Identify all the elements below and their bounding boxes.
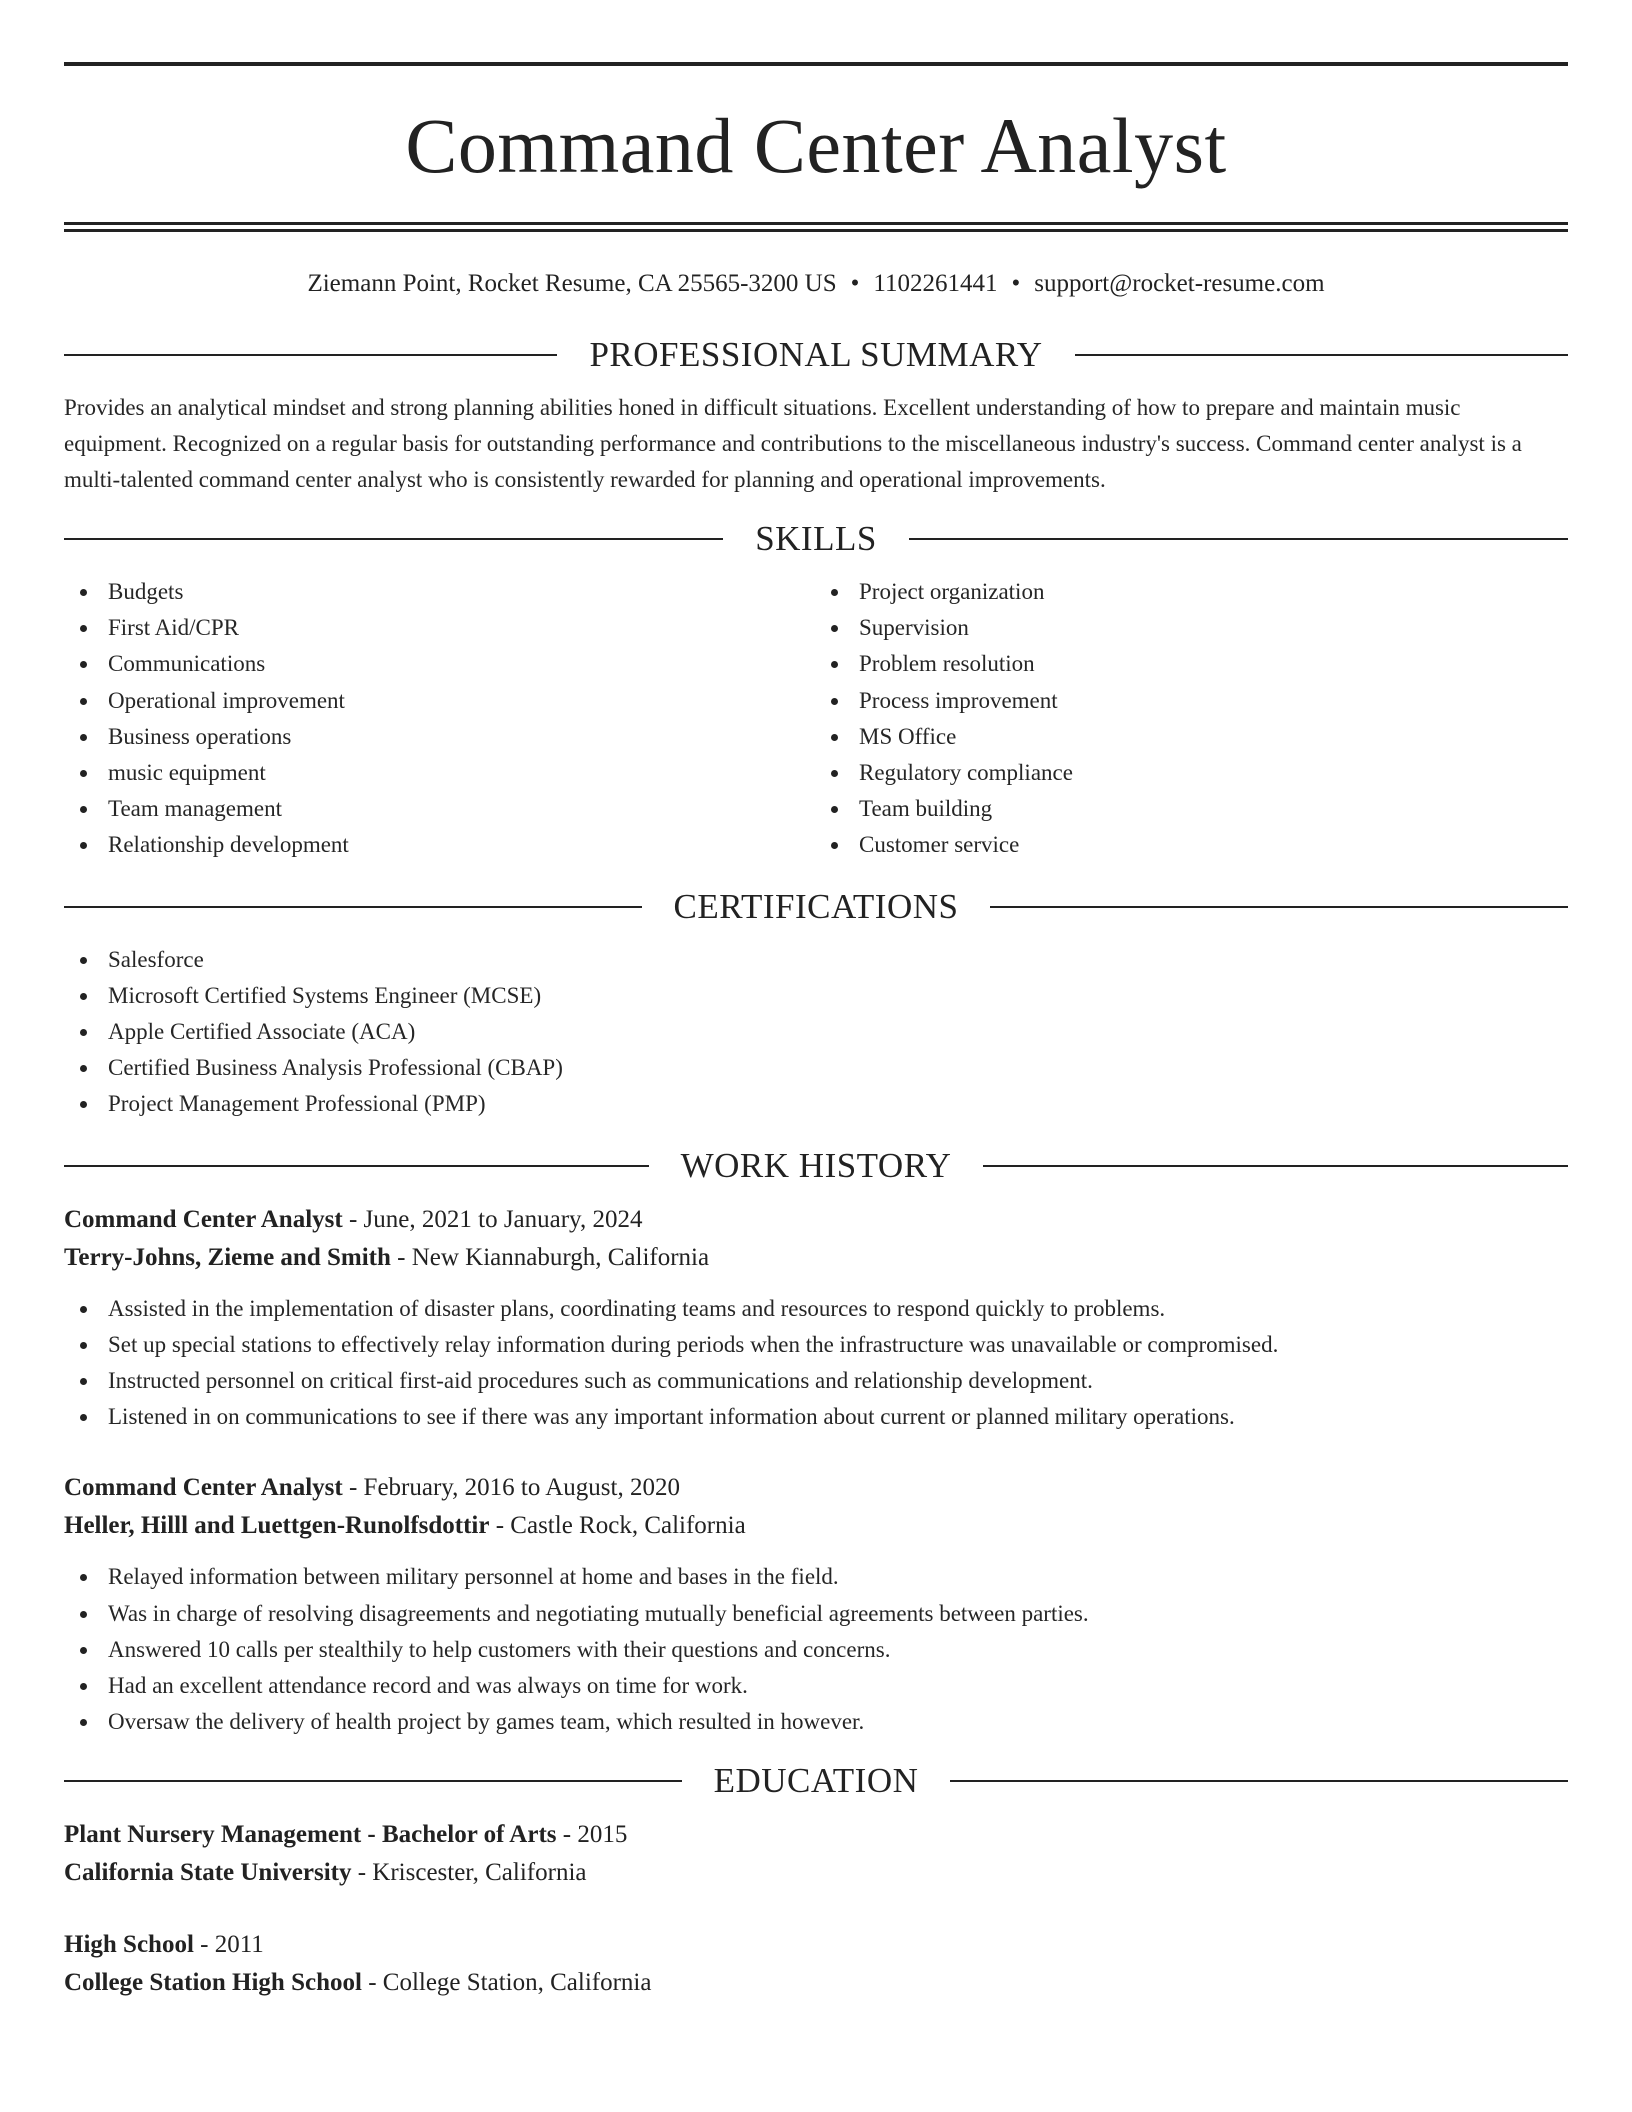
contact-phone: 1102261441: [873, 270, 998, 297]
certifications-list: [64, 942, 1568, 1123]
top-rule: [64, 62, 1568, 66]
skills-left-column: [64, 574, 817, 864]
section-title: WORK HISTORY: [680, 1145, 952, 1185]
job-entry: [64, 1469, 1568, 1740]
education-location: - College Station, California: [361, 1969, 652, 1997]
job-company-line: [64, 1507, 1568, 1545]
job-company-line: [64, 1239, 1568, 1277]
heading-rule: [64, 1780, 682, 1782]
job-bullet: Oversaw the delivery of health project by games team, which resulted in however.: [108, 1704, 1568, 1740]
certification-item: Certified Business Analysis Professional (CBAP): [108, 1050, 1568, 1086]
contact-address: Ziemann Point, Rocket Resume, CA 25565-3200 US: [307, 270, 837, 297]
job-bullet: Relayed information between military personnel at home and bases in the field.: [108, 1559, 1568, 1595]
skill-item: Budgets: [108, 574, 817, 610]
work-history-heading: [64, 1145, 1568, 1187]
job-company: Terry-Johns, Zieme and Smith: [64, 1243, 391, 1271]
section-title: EDUCATION: [713, 1761, 919, 1801]
job-role: Command Center Analyst: [64, 1205, 343, 1233]
contact-separator: •: [850, 270, 860, 297]
job-title-line: [64, 1201, 1568, 1239]
job-dates: - June, 2021 to January, 2024: [342, 1205, 643, 1233]
skills-list: [64, 574, 1568, 864]
job-dates: - February, 2016 to August, 2020: [342, 1474, 680, 1502]
heading-rule: [983, 1165, 1568, 1167]
summary-text: Provides an analytical mindset and strong planning abilities honed in difficult situations. Excellent understanding of how to prepare and maintain music equipment. Recognized on a regular basis for outstanding performance and contributions to the miscellaneous industry's success. Command center analyst is a multi-talented command center analyst who is consistently rewarded for planning and operational improvements.: [64, 395, 1522, 492]
skill-item: Project organization: [859, 574, 1568, 610]
job-bullet: Assisted in the implementation of disaster plans, coordinating teams and resources to respond quickly to problems.: [108, 1291, 1568, 1327]
resume-page: [64, 62, 1568, 2002]
section-title: CERTIFICATIONS: [673, 886, 959, 926]
section-title: PROFESSIONAL SUMMARY: [589, 335, 1043, 374]
education-entry: [64, 1816, 1568, 1892]
heading-rule: [1075, 354, 1568, 356]
skill-item: Process improvement: [859, 683, 1568, 719]
certification-item: Salesforce: [108, 942, 1568, 978]
work-history-list: [64, 1201, 1568, 1741]
resume-name: Command Center Analyst: [405, 102, 1227, 189]
education-year: - 2011: [193, 1931, 264, 1959]
skill-item: Team management: [108, 791, 817, 827]
skill-item: MS Office: [859, 719, 1568, 755]
job-location: - Castle Rock, California: [489, 1512, 746, 1540]
education-school-line: [64, 1854, 1568, 1892]
education-degree: High School: [64, 1931, 194, 1959]
education-heading: [64, 1760, 1568, 1802]
education-list: [64, 1816, 1568, 2002]
heading-rule: [990, 906, 1568, 908]
job-bullet: Had an excellent attendance record and was always on time for work.: [108, 1668, 1568, 1704]
skill-item: Relationship development: [108, 827, 817, 863]
education-school-line: [64, 1964, 1568, 2002]
job-role: Command Center Analyst: [64, 1474, 343, 1502]
job-bullet: Set up special stations to effectively relay information during periods when the infrastructure was unavailable or compromised.: [108, 1327, 1568, 1363]
double-rule: [64, 222, 1568, 232]
skill-item: Problem resolution: [859, 646, 1568, 682]
education-location: - Kriscester, California: [351, 1859, 587, 1887]
heading-rule: [909, 538, 1568, 540]
job-bullet: Was in charge of resolving disagreements and negotiating mutually beneficial agreements between parties.: [108, 1596, 1568, 1632]
education-school: California State University: [64, 1859, 352, 1887]
skill-item: Team building: [859, 791, 1568, 827]
education-year: - 2015: [556, 1821, 628, 1849]
job-bullets: [64, 1291, 1568, 1436]
skill-item: Supervision: [859, 610, 1568, 646]
heading-rule: [64, 538, 723, 540]
job-title-line: [64, 1469, 1568, 1507]
heading-rule: [64, 906, 642, 908]
skill-item: Customer service: [859, 827, 1568, 863]
skill-item: Communications: [108, 646, 817, 682]
job-bullet: Answered 10 calls per stealthily to help customers with their questions and concerns.: [108, 1632, 1568, 1668]
job-bullet: Listened in on communications to see if there was any important information about current or planned military operations.: [108, 1399, 1568, 1435]
skill-item: First Aid/CPR: [108, 610, 817, 646]
job-bullet: Instructed personnel on critical first-aid procedures such as communications and relationship development.: [108, 1363, 1568, 1399]
heading-rule: [64, 354, 557, 356]
education-entry: [64, 1926, 1568, 2002]
education-degree: Plant Nursery Management - Bachelor of Arts: [64, 1821, 557, 1849]
job-bullets: [64, 1559, 1568, 1740]
section-title: SKILLS: [755, 519, 877, 558]
job-company: Heller, Hilll and Luettgen-Runolfsdottir: [64, 1512, 490, 1540]
education-school: College Station High School: [64, 1969, 362, 1997]
contact-email[interactable]: support@rocket-resume.com: [1034, 270, 1325, 297]
certification-item: Microsoft Certified Systems Engineer (MCSE): [108, 978, 1568, 1014]
job-entry: [64, 1201, 1568, 1436]
heading-rule: [950, 1780, 1568, 1782]
certification-item: Project Management Professional (PMP): [108, 1086, 1568, 1122]
skill-item: music equipment: [108, 755, 817, 791]
job-location: - New Kiannaburgh, California: [390, 1243, 710, 1271]
certifications-heading: [64, 886, 1568, 928]
skills-right-column: [815, 574, 1568, 864]
skill-item: Business operations: [108, 719, 817, 755]
skills-heading: [64, 518, 1568, 560]
contact-separator: •: [1011, 270, 1021, 297]
contact-line: [64, 268, 1568, 300]
skill-item: Regulatory compliance: [859, 755, 1568, 791]
skill-item: Operational improvement: [108, 683, 817, 719]
summary-heading: [64, 334, 1568, 376]
heading-rule: [64, 1165, 649, 1167]
education-degree-line: [64, 1816, 1568, 1854]
certification-item: Apple Certified Associate (ACA): [108, 1014, 1568, 1050]
education-degree-line: [64, 1926, 1568, 1964]
